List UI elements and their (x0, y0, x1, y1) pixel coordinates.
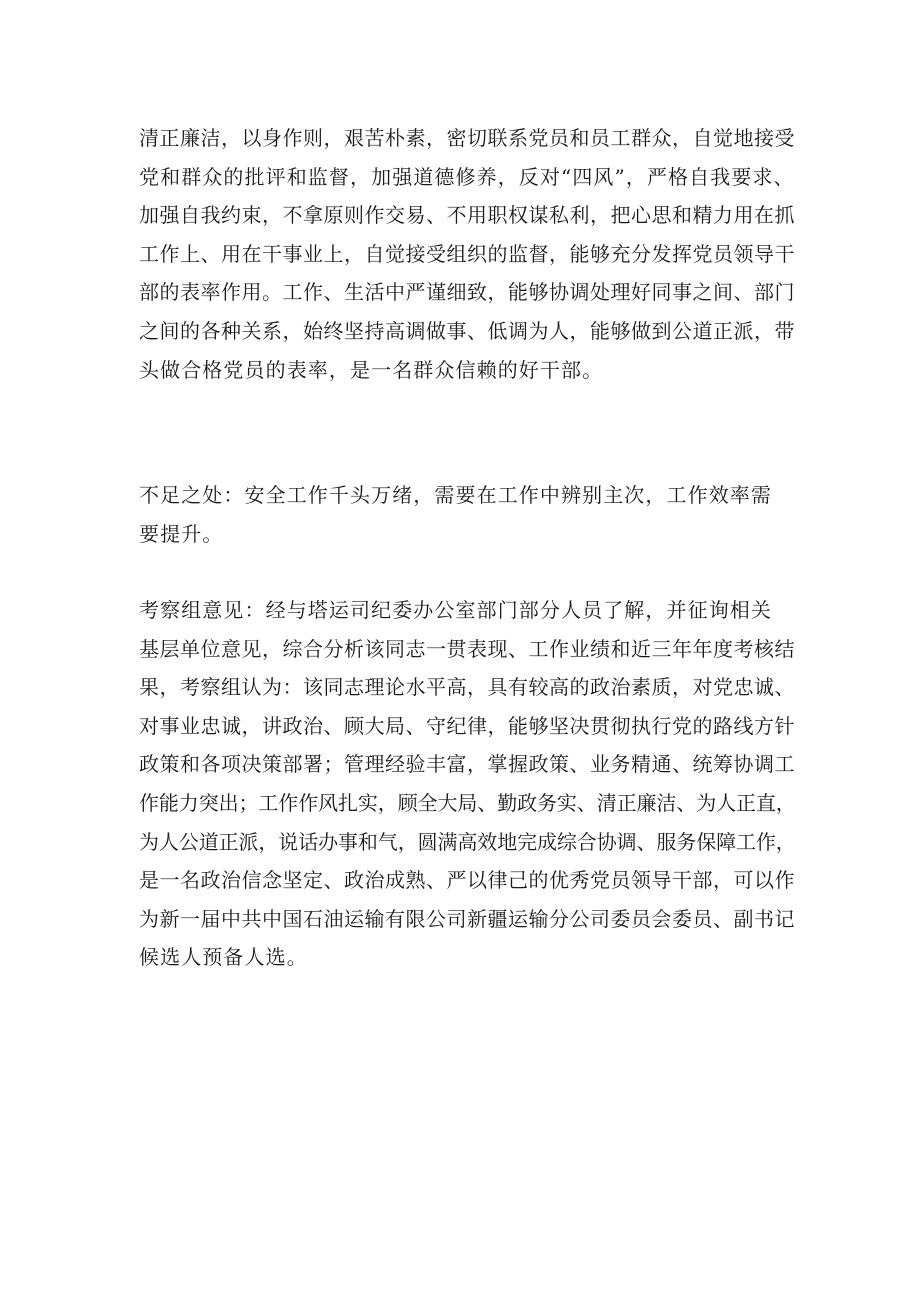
text-line: 政策和各项决策部署；管理经验丰富，掌握政策、业务精通、统筹协调工 (139, 752, 795, 777)
text-line: 之间的各种关系，始终坚持高调做事、低调为人，能够做到公道正派，带 (139, 318, 795, 343)
text-line: 要提升。 (139, 521, 224, 546)
text-line: 果，考察组认为：该同志理论水平高，具有较高的政治素质，对党忠诚、 (139, 675, 795, 700)
text-line: 头做合格党员的表率，是一名群众信赖的好干部。 (139, 357, 604, 382)
text-line: 不足之处：安全工作千头万绪，需要在工作中辨别主次，工作效率需 (139, 483, 772, 507)
text-line: 作能力突出；工作作风扎实，顾全大局、勤政务实、清正廉洁、为人正直， (139, 790, 796, 815)
paragraph-evaluation-conduct (139, 119, 799, 389)
text-line: 是一名政治信念坚定、政治成熟、严以律己的优秀党员领导干部，可以作 (139, 868, 795, 893)
paragraph-inspection-opinion (139, 591, 799, 977)
text-line: 基层单位意见，综合分析该同志一贯表现、工作业绩和近三年年度考核结 (139, 636, 795, 661)
text-line: 为人公道正派，说话办事和气，圆满高效地完成综合协调、服务保障工作， (139, 829, 796, 854)
paragraph-shortcomings (139, 476, 799, 553)
text-line: 部的表率作用。工作、生活中严谨细致，能够协调处理好同事之间、部门 (139, 280, 795, 305)
text-line: 清正廉洁，以身作则，艰苦朴素，密切联系党员和员工群众，自觉地接受 (139, 126, 795, 150)
text-line: 工作上、用在干事业上，自觉接受组织的监督，能够充分发挥党员领导干 (139, 241, 795, 266)
text-line: 党和群众的批评和监督，加强道德修养，反对“四风”，严格自我要求、 (139, 164, 795, 189)
text-line: 对事业忠诚，讲政治、顾大局、守纪律，能够坚决贯彻执行党的路线方针 (139, 713, 795, 738)
text-line: 为新一届中共中国石油运输有限公司新疆运输分公司委员会委员、副书记 (139, 906, 795, 931)
text-line: 加强自我约束，不拿原则作交易、不用职权谋私利，把心思和精力用在抓 (139, 203, 795, 228)
text-line: 候选人预备人选。 (139, 945, 308, 970)
text-line: 考察组意见：经与塔运司纪委办公室部门部分人员了解，并征询相关 (139, 598, 772, 622)
